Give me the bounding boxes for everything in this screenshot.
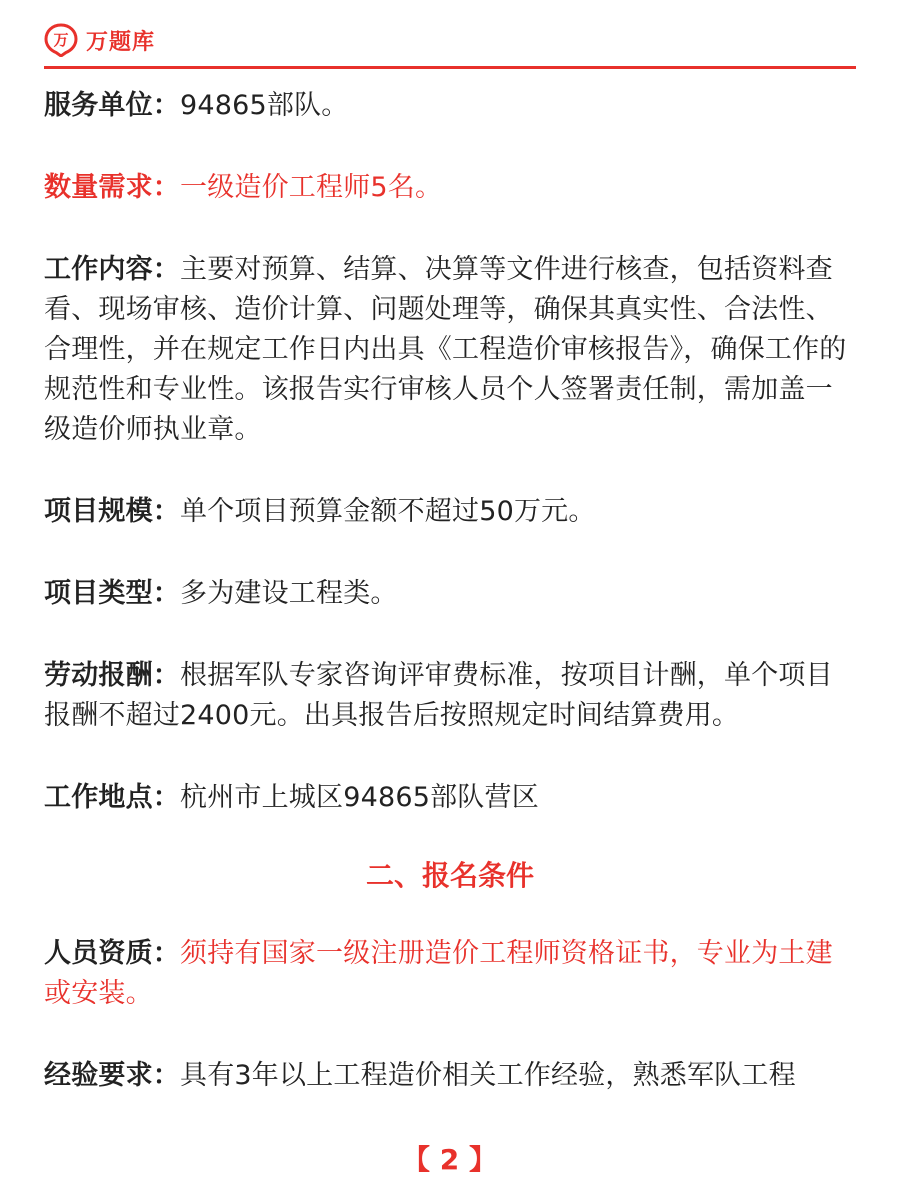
document-body: [44, 86, 856, 1138]
brand-logo-glyph: 万: [53, 31, 69, 49]
paragraph-text: 杭州市上城区94865部队营区: [180, 782, 539, 813]
paragraph-qualification: [44, 934, 856, 1014]
paragraph-text: 根据军队专家咨询评审费标准，按项目计酬，单个项目报酬不超过2400元。出具报告后按照规定时间结算费用。: [44, 660, 833, 731]
paragraph-quantity: [44, 168, 856, 208]
paragraph-label: 项目类型：: [44, 578, 180, 609]
paragraph-label: 数量需求：: [44, 172, 180, 203]
paragraph-text: 须持有国家一级注册造价工程师资格证书，专业为土建或安装。: [44, 938, 833, 1009]
header-divider: [44, 66, 856, 69]
paragraph-label: 工作地点：: [44, 782, 180, 813]
paragraph-service-unit: [44, 86, 856, 126]
paragraph-work-content: [44, 250, 856, 450]
paragraph-experience: [44, 1056, 856, 1096]
paragraph-label: 人员资质：: [44, 938, 180, 969]
paragraph-text: 具有3年以上工程造价相关工作经验，熟悉军队工程: [180, 1060, 796, 1091]
paragraph-label: 服务单位：: [44, 90, 180, 121]
paragraph-project-scale: [44, 492, 856, 532]
paragraph-text: 一级造价工程师5名。: [180, 172, 443, 203]
paragraph-label: 工作内容：: [44, 254, 180, 285]
brand-name: 万题库: [86, 29, 156, 55]
paragraph-remuneration: [44, 656, 856, 736]
paragraph-label: 经验要求：: [44, 1060, 180, 1091]
paragraph-label: 项目规模：: [44, 496, 180, 527]
brand-logo-icon: [44, 23, 78, 57]
paragraph-text: 多为建设工程类。: [180, 578, 398, 609]
paragraph-text: 单个项目预算金额不超过50万元。: [180, 496, 596, 527]
paragraph-project-type: [44, 574, 856, 614]
page-number: 【 2 】: [402, 1143, 497, 1176]
header: [44, 18, 155, 62]
paragraph-label: 劳动报酬：: [44, 660, 180, 691]
paragraph-work-location: [44, 778, 856, 818]
section-title: 二、报名条件: [365, 859, 534, 892]
paragraph-text: 主要对预算、结算、决算等文件进行核查，包括资料查看、现场审核、造价计算、问题处理等，确保其真实性、合法性、合理性，并在规定工作日内出具《工程造价审核报告》，确保工作的规范性和专业性。该报告实行审核人员个人签署责任制，需加盖一级造价师执业章。: [44, 254, 847, 445]
paragraph-text: 94865部队。: [180, 90, 349, 121]
